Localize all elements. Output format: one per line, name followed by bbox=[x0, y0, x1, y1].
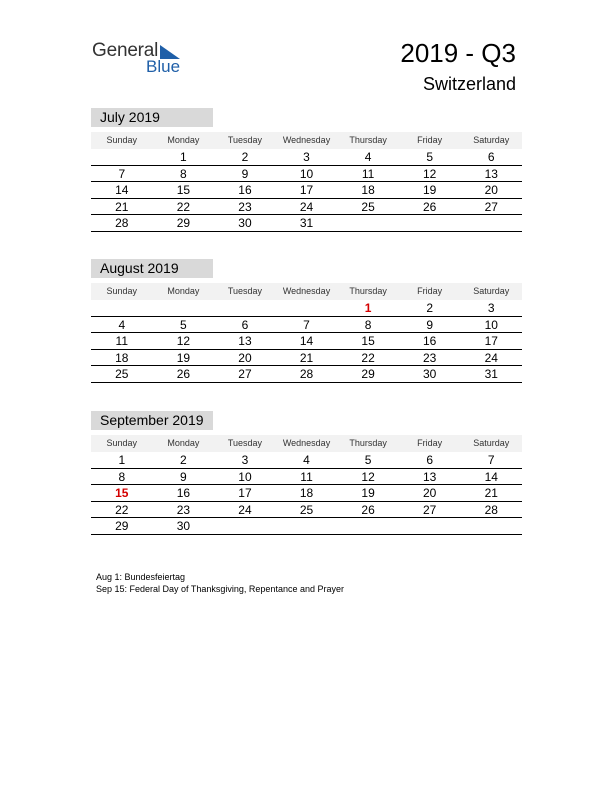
week-row bbox=[91, 149, 522, 166]
day-cell: 25 bbox=[299, 502, 314, 517]
page-title: 2019 - Q3 bbox=[400, 38, 516, 68]
day-cell: 28 bbox=[484, 502, 498, 517]
weekday-label: Wednesday bbox=[282, 286, 331, 296]
day-cell: 2 bbox=[241, 150, 249, 164]
day-cell bbox=[337, 215, 399, 231]
day-cell: 14 bbox=[115, 183, 129, 197]
day-cell: 19 bbox=[361, 486, 375, 500]
day-cell: 14 bbox=[484, 469, 498, 484]
day-cell: 12 bbox=[423, 166, 437, 181]
day-cell: 4 bbox=[303, 453, 310, 467]
week-row bbox=[91, 485, 522, 502]
week-row bbox=[91, 199, 522, 216]
holiday-note: Aug 1: Bundesfeiertag bbox=[96, 572, 186, 582]
day-cell: 30 bbox=[423, 367, 437, 381]
week-row bbox=[91, 469, 522, 486]
day-cell: 1 bbox=[180, 150, 187, 164]
day-cell: 24 bbox=[484, 350, 498, 365]
week-row bbox=[91, 300, 522, 317]
day-cell: 7 bbox=[487, 453, 495, 467]
day-cell: 13 bbox=[238, 334, 252, 348]
day-cell: 16 bbox=[176, 486, 191, 500]
week-row bbox=[91, 350, 522, 367]
day-cell: 9 bbox=[180, 469, 187, 484]
day-cell: 7 bbox=[118, 166, 126, 181]
day-cell: 27 bbox=[484, 199, 498, 214]
holiday-note: Sep 15: Federal Day of Thanksgiving, Repentance and Prayer bbox=[96, 584, 344, 594]
day-cell: 26 bbox=[176, 367, 191, 381]
week-row bbox=[91, 166, 522, 183]
day-cell: 23 bbox=[423, 350, 437, 365]
day-cell: 24 bbox=[238, 502, 252, 517]
day-cell: 20 bbox=[238, 350, 252, 365]
weekday-label: Friday bbox=[417, 438, 443, 448]
day-cell: 29 bbox=[361, 367, 375, 381]
day-cell bbox=[460, 518, 522, 534]
weekday-label: Monday bbox=[167, 438, 200, 448]
month-block-september bbox=[91, 411, 522, 535]
weekday-label: Friday bbox=[417, 286, 443, 296]
day-cell: 8 bbox=[118, 469, 126, 484]
day-cell: 26 bbox=[423, 199, 437, 214]
day-cell: 30 bbox=[176, 519, 191, 533]
weekday-label: Thursday bbox=[349, 286, 387, 296]
holiday-notes bbox=[96, 571, 344, 595]
weekday-label: Monday bbox=[167, 286, 200, 296]
day-cell: 23 bbox=[238, 199, 252, 214]
week-row bbox=[91, 215, 522, 232]
day-cell: 2 bbox=[426, 301, 434, 315]
day-cell: 24 bbox=[299, 199, 314, 214]
page-subtitle: Switzerland bbox=[422, 74, 516, 94]
weekday-label: Saturday bbox=[473, 135, 510, 145]
day-cell: 22 bbox=[115, 502, 129, 517]
day-cell: 13 bbox=[484, 166, 498, 181]
weekday-label: Sunday bbox=[106, 135, 138, 145]
day-cell bbox=[276, 518, 338, 534]
month-block-july bbox=[91, 108, 522, 232]
day-cell: 9 bbox=[426, 317, 434, 332]
week-row bbox=[91, 518, 522, 535]
day-cell: 17 bbox=[299, 183, 314, 197]
day-cell: 13 bbox=[423, 469, 437, 484]
day-cell: 29 bbox=[115, 519, 129, 533]
day-cell: 21 bbox=[299, 350, 314, 365]
weekday-label: Tuesday bbox=[227, 135, 263, 145]
day-cell bbox=[399, 518, 461, 534]
day-cell: 15 bbox=[115, 486, 129, 500]
weekday-header bbox=[91, 132, 522, 149]
weekday-label: Thursday bbox=[349, 135, 387, 145]
day-cell: 27 bbox=[238, 367, 252, 381]
day-cell: 12 bbox=[176, 334, 191, 348]
day-cell: 5 bbox=[426, 150, 434, 164]
day-cell: 18 bbox=[299, 486, 314, 500]
day-cell: 18 bbox=[361, 183, 375, 197]
day-cell: 26 bbox=[361, 502, 375, 517]
day-cell: 23 bbox=[176, 502, 191, 517]
day-cell: 10 bbox=[484, 317, 498, 332]
day-cell: 21 bbox=[484, 486, 498, 500]
day-cell: 10 bbox=[299, 166, 314, 181]
day-cell: 7 bbox=[303, 317, 310, 332]
day-cell: 4 bbox=[364, 150, 372, 164]
month-title: August 2019 bbox=[91, 259, 213, 278]
day-cell: 19 bbox=[423, 183, 437, 197]
month-title: September 2019 bbox=[91, 411, 213, 430]
day-cell: 22 bbox=[176, 199, 191, 214]
day-cell: 8 bbox=[180, 166, 187, 181]
day-cell bbox=[460, 215, 522, 231]
day-cell: 1 bbox=[364, 301, 372, 315]
weekday-label: Monday bbox=[167, 135, 200, 145]
day-cell: 30 bbox=[238, 216, 252, 230]
day-cell: 16 bbox=[238, 183, 252, 197]
day-cell: 5 bbox=[364, 453, 372, 467]
week-row bbox=[91, 502, 522, 519]
day-cell: 17 bbox=[238, 486, 252, 500]
day-cell: 11 bbox=[300, 469, 313, 484]
weekday-label: Saturday bbox=[473, 286, 510, 296]
day-cell: 3 bbox=[303, 150, 310, 164]
day-cell: 18 bbox=[115, 350, 129, 365]
day-cell: 6 bbox=[426, 453, 434, 467]
month-title: July 2019 bbox=[91, 108, 213, 127]
day-cell bbox=[153, 300, 215, 316]
day-cell bbox=[337, 518, 399, 534]
month-block-august bbox=[91, 259, 522, 383]
day-cell: 11 bbox=[115, 334, 129, 348]
day-cell: 20 bbox=[423, 486, 437, 500]
day-cell: 11 bbox=[361, 166, 375, 181]
day-cell: 28 bbox=[115, 216, 129, 230]
weekday-label: Sunday bbox=[106, 286, 138, 296]
day-cell: 29 bbox=[176, 216, 191, 230]
day-cell: 2 bbox=[180, 453, 187, 467]
weekday-label: Sunday bbox=[106, 438, 138, 448]
day-cell bbox=[276, 300, 338, 316]
day-cell bbox=[91, 149, 153, 165]
day-cell: 22 bbox=[361, 350, 375, 365]
day-cell: 14 bbox=[299, 334, 314, 348]
day-cell: 3 bbox=[487, 301, 495, 315]
day-cell: 25 bbox=[115, 367, 129, 381]
day-cell bbox=[214, 518, 276, 534]
day-cell: 10 bbox=[238, 469, 252, 484]
day-cell: 31 bbox=[484, 367, 498, 381]
logo-text-blue: Blue bbox=[146, 57, 181, 76]
day-cell: 15 bbox=[176, 183, 191, 197]
week-row bbox=[91, 182, 522, 199]
weekday-label: Wednesday bbox=[282, 438, 331, 448]
day-cell: 6 bbox=[487, 150, 495, 164]
weekday-label: Wednesday bbox=[282, 135, 331, 145]
day-cell: 8 bbox=[364, 317, 372, 332]
day-cell: 27 bbox=[423, 502, 437, 517]
day-cell: 3 bbox=[241, 453, 249, 467]
weekday-label: Thursday bbox=[349, 438, 387, 448]
day-cell: 15 bbox=[361, 334, 375, 348]
day-cell: 5 bbox=[180, 317, 187, 332]
day-cell: 17 bbox=[484, 334, 498, 348]
brand-logo bbox=[92, 40, 192, 80]
day-cell bbox=[399, 215, 461, 231]
day-cell: 12 bbox=[361, 469, 375, 484]
day-cell bbox=[214, 300, 276, 316]
day-cell: 16 bbox=[423, 334, 437, 348]
day-cell: 9 bbox=[241, 166, 249, 181]
day-cell: 20 bbox=[484, 183, 498, 197]
day-cell bbox=[91, 300, 153, 316]
day-cell: 31 bbox=[299, 216, 314, 230]
day-cell: 25 bbox=[361, 199, 375, 214]
weekday-label: Tuesday bbox=[227, 286, 263, 296]
weekday-header bbox=[91, 283, 522, 300]
weekday-label: Tuesday bbox=[227, 438, 263, 448]
weekday-header bbox=[91, 435, 522, 452]
week-row bbox=[91, 317, 522, 334]
logo-text-general: General bbox=[92, 40, 159, 61]
day-cell: 19 bbox=[176, 350, 191, 365]
weekday-label: Saturday bbox=[473, 438, 510, 448]
weekday-label: Friday bbox=[417, 135, 443, 145]
week-row bbox=[91, 452, 522, 469]
day-cell: 4 bbox=[118, 317, 126, 332]
day-cell: 28 bbox=[299, 367, 314, 381]
day-cell: 6 bbox=[241, 317, 249, 332]
day-cell: 1 bbox=[118, 453, 126, 467]
day-cell: 21 bbox=[115, 199, 129, 214]
week-row bbox=[91, 333, 522, 350]
week-row bbox=[91, 366, 522, 383]
